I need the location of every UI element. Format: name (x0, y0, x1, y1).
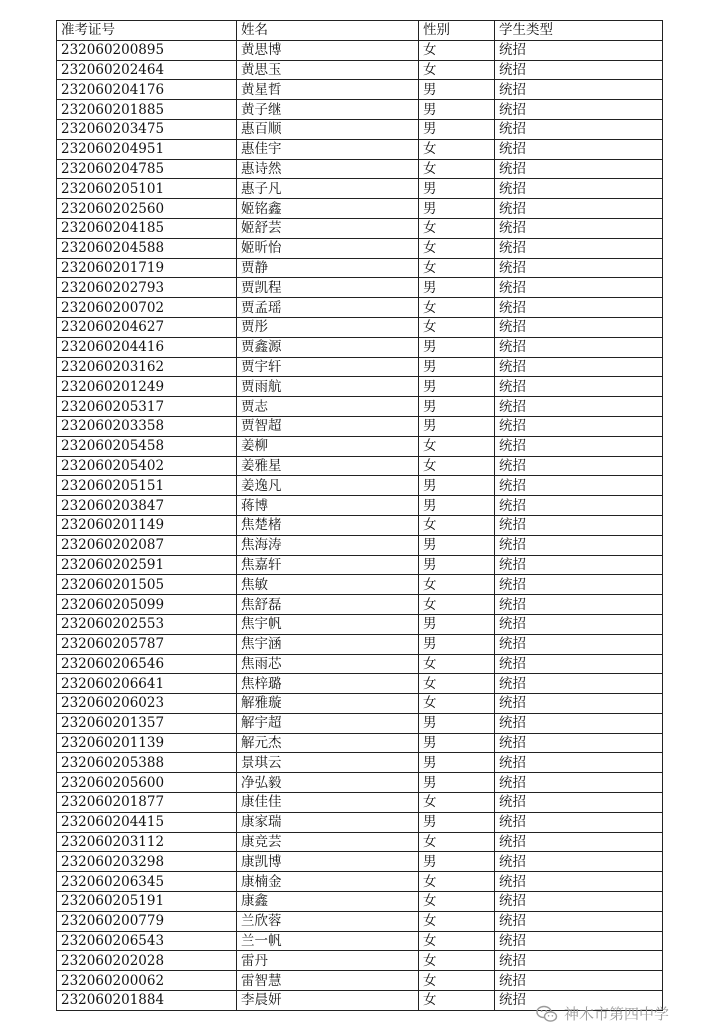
table-row (57, 218, 663, 238)
name-cell: 解雅璇 (237, 694, 419, 714)
header-student-type: 学生类型 (495, 21, 663, 41)
table-row (57, 397, 663, 417)
gender-cell: 男 (419, 535, 495, 555)
name-cell: 贾鑫源 (237, 337, 419, 357)
student-type-cell: 统招 (495, 218, 663, 238)
gender-cell: 男 (419, 278, 495, 298)
name-cell: 惠子凡 (237, 179, 419, 199)
gender-cell: 女 (419, 595, 495, 615)
gender-cell: 女 (419, 872, 495, 892)
table-row (57, 238, 663, 258)
table-row (57, 892, 663, 912)
table-row (57, 298, 663, 318)
name-cell: 兰一帆 (237, 931, 419, 951)
student-type-cell: 统招 (495, 812, 663, 832)
student-type-cell: 统招 (495, 436, 663, 456)
name-cell: 焦宇涵 (237, 634, 419, 654)
table-row (57, 753, 663, 773)
table-row (57, 139, 663, 159)
gender-cell: 女 (419, 931, 495, 951)
gender-cell: 女 (419, 991, 495, 1011)
name-cell: 黄思博 (237, 40, 419, 60)
exam-number-cell: 232060205787 (57, 634, 237, 654)
exam-number-cell: 232060202464 (57, 60, 237, 80)
exam-number-cell: 232060201149 (57, 515, 237, 535)
student-type-cell: 统招 (495, 773, 663, 793)
exam-number-cell: 232060205388 (57, 753, 237, 773)
name-cell: 贾凯程 (237, 278, 419, 298)
student-type-cell: 统招 (495, 416, 663, 436)
name-cell: 净弘毅 (237, 773, 419, 793)
student-type-cell: 统招 (495, 674, 663, 694)
table-row (57, 278, 663, 298)
student-type-cell: 统招 (495, 377, 663, 397)
name-cell: 雷智慧 (237, 971, 419, 991)
table-row (57, 179, 663, 199)
exam-number-cell: 232060201885 (57, 100, 237, 120)
name-cell: 姬昕怡 (237, 238, 419, 258)
gender-cell: 女 (419, 971, 495, 991)
name-cell: 贾静 (237, 258, 419, 278)
exam-number-cell: 232060204785 (57, 159, 237, 179)
name-cell: 焦敏 (237, 575, 419, 595)
table-row (57, 852, 663, 872)
name-cell: 焦梓璐 (237, 674, 419, 694)
student-type-cell: 统招 (495, 60, 663, 80)
exam-number-cell: 232060201877 (57, 793, 237, 813)
gender-cell: 男 (419, 634, 495, 654)
exam-number-cell: 232060205402 (57, 456, 237, 476)
student-type-cell: 统招 (495, 832, 663, 852)
name-cell: 贾彤 (237, 317, 419, 337)
table-row (57, 555, 663, 575)
gender-cell: 女 (419, 298, 495, 318)
exam-number-cell: 232060202553 (57, 614, 237, 634)
exam-number-cell: 232060204951 (57, 139, 237, 159)
table-row (57, 119, 663, 139)
name-cell: 惠百顺 (237, 119, 419, 139)
name-cell: 康凯博 (237, 852, 419, 872)
exam-number-cell: 232060202028 (57, 951, 237, 971)
gender-cell: 女 (419, 317, 495, 337)
name-cell: 雷丹 (237, 951, 419, 971)
student-type-cell: 统招 (495, 357, 663, 377)
name-cell: 姬舒芸 (237, 218, 419, 238)
student-type-cell: 统招 (495, 694, 663, 714)
name-cell: 姜逸凡 (237, 476, 419, 496)
student-type-cell: 统招 (495, 100, 663, 120)
student-type-cell: 统招 (495, 951, 663, 971)
gender-cell: 男 (419, 199, 495, 219)
exam-number-cell: 232060206641 (57, 674, 237, 694)
exam-number-cell: 232060205600 (57, 773, 237, 793)
name-cell: 贾智超 (237, 416, 419, 436)
gender-cell: 女 (419, 159, 495, 179)
gender-cell: 女 (419, 40, 495, 60)
name-cell: 黄星哲 (237, 80, 419, 100)
exam-number-cell: 232060204627 (57, 317, 237, 337)
student-type-cell: 统招 (495, 911, 663, 931)
gender-cell: 男 (419, 100, 495, 120)
name-cell: 康竞芸 (237, 832, 419, 852)
name-cell: 惠诗然 (237, 159, 419, 179)
gender-cell: 男 (419, 357, 495, 377)
wechat-icon (536, 1005, 558, 1023)
student-type-cell: 统招 (495, 119, 663, 139)
exam-number-cell: 232060203358 (57, 416, 237, 436)
gender-cell: 男 (419, 476, 495, 496)
exam-number-cell: 232060201357 (57, 713, 237, 733)
table-row (57, 100, 663, 120)
student-type-cell: 统招 (495, 476, 663, 496)
name-cell: 康鑫 (237, 892, 419, 912)
name-cell: 贾宇轩 (237, 357, 419, 377)
table-row (57, 535, 663, 555)
student-type-cell: 统招 (495, 555, 663, 575)
table-row (57, 793, 663, 813)
exam-number-cell: 232060203298 (57, 852, 237, 872)
name-cell: 兰欣蓉 (237, 911, 419, 931)
student-type-cell: 统招 (495, 713, 663, 733)
table-row (57, 713, 663, 733)
exam-number-cell: 232060206345 (57, 872, 237, 892)
table-row (57, 931, 663, 951)
exam-number-cell: 232060205099 (57, 595, 237, 615)
name-cell: 李晨妍 (237, 991, 419, 1011)
gender-cell: 女 (419, 60, 495, 80)
student-type-cell: 统招 (495, 337, 663, 357)
exam-number-cell: 232060200702 (57, 298, 237, 318)
name-cell: 姜雅星 (237, 456, 419, 476)
student-type-cell: 统招 (495, 614, 663, 634)
gender-cell: 男 (419, 753, 495, 773)
header-exam-number: 准考证号 (57, 21, 237, 41)
gender-cell: 女 (419, 694, 495, 714)
exam-number-cell: 232060204415 (57, 812, 237, 832)
gender-cell: 男 (419, 80, 495, 100)
name-cell: 黄子继 (237, 100, 419, 120)
gender-cell: 男 (419, 852, 495, 872)
watermark (536, 1003, 669, 1024)
student-type-cell: 统招 (495, 892, 663, 912)
student-type-cell: 统招 (495, 298, 663, 318)
gender-cell: 男 (419, 337, 495, 357)
exam-number-cell: 232060203847 (57, 496, 237, 516)
name-cell: 蒋博 (237, 496, 419, 516)
student-type-cell: 统招 (495, 238, 663, 258)
gender-cell: 女 (419, 892, 495, 912)
student-list-sheet (56, 20, 663, 1011)
student-type-cell: 统招 (495, 496, 663, 516)
name-cell: 景琪云 (237, 753, 419, 773)
exam-number-cell: 232060201139 (57, 733, 237, 753)
student-type-cell: 统招 (495, 733, 663, 753)
name-cell: 康家瑞 (237, 812, 419, 832)
exam-number-cell: 232060203475 (57, 119, 237, 139)
table-row (57, 80, 663, 100)
student-type-cell: 统招 (495, 852, 663, 872)
student-type-cell: 统招 (495, 199, 663, 219)
student-type-cell: 统招 (495, 753, 663, 773)
exam-number-cell: 232060206543 (57, 931, 237, 951)
student-table (56, 20, 663, 1011)
gender-cell: 男 (419, 496, 495, 516)
exam-number-cell: 232060202591 (57, 555, 237, 575)
table-header-row (57, 21, 663, 41)
table-row (57, 476, 663, 496)
student-type-cell: 统招 (495, 159, 663, 179)
student-type-cell: 统招 (495, 179, 663, 199)
exam-number-cell: 232060200062 (57, 971, 237, 991)
student-type-cell: 统招 (495, 575, 663, 595)
gender-cell: 女 (419, 456, 495, 476)
exam-number-cell: 232060205458 (57, 436, 237, 456)
gender-cell: 男 (419, 812, 495, 832)
student-type-cell: 统招 (495, 991, 663, 1011)
table-row (57, 337, 663, 357)
table-row (57, 377, 663, 397)
table-row (57, 416, 663, 436)
table-row (57, 812, 663, 832)
name-cell: 贾雨航 (237, 377, 419, 397)
gender-cell: 女 (419, 832, 495, 852)
table-row (57, 674, 663, 694)
student-type-cell: 统招 (495, 515, 663, 535)
gender-cell: 男 (419, 713, 495, 733)
exam-number-cell: 232060204185 (57, 218, 237, 238)
gender-cell: 女 (419, 911, 495, 931)
gender-cell: 男 (419, 119, 495, 139)
table-row (57, 971, 663, 991)
gender-cell: 女 (419, 793, 495, 813)
name-cell: 焦海涛 (237, 535, 419, 555)
gender-cell: 女 (419, 139, 495, 159)
exam-number-cell: 232060202087 (57, 535, 237, 555)
name-cell: 康楠金 (237, 872, 419, 892)
exam-number-cell: 232060203162 (57, 357, 237, 377)
exam-number-cell: 232060200895 (57, 40, 237, 60)
exam-number-cell: 232060202560 (57, 199, 237, 219)
header-gender: 性别 (419, 21, 495, 41)
gender-cell: 女 (419, 951, 495, 971)
table-row (57, 357, 663, 377)
gender-cell: 女 (419, 515, 495, 535)
name-cell: 解元杰 (237, 733, 419, 753)
student-type-cell: 统招 (495, 634, 663, 654)
student-type-cell: 统招 (495, 872, 663, 892)
gender-cell: 男 (419, 179, 495, 199)
gender-cell: 女 (419, 575, 495, 595)
student-type-cell: 统招 (495, 595, 663, 615)
table-row (57, 575, 663, 595)
student-type-cell: 统招 (495, 654, 663, 674)
table-row (57, 951, 663, 971)
exam-number-cell: 232060206023 (57, 694, 237, 714)
name-cell: 焦宇帆 (237, 614, 419, 634)
exam-number-cell: 232060201505 (57, 575, 237, 595)
table-row (57, 911, 663, 931)
exam-number-cell: 232060205101 (57, 179, 237, 199)
table-row (57, 872, 663, 892)
table-row (57, 832, 663, 852)
exam-number-cell: 232060204416 (57, 337, 237, 357)
table-row (57, 60, 663, 80)
gender-cell: 男 (419, 377, 495, 397)
name-cell: 焦雨芯 (237, 654, 419, 674)
student-type-cell: 统招 (495, 971, 663, 991)
table-row (57, 436, 663, 456)
header-name: 姓名 (237, 21, 419, 41)
student-type-cell: 统招 (495, 931, 663, 951)
table-row (57, 634, 663, 654)
exam-number-cell: 232060205317 (57, 397, 237, 417)
student-type-cell: 统招 (495, 40, 663, 60)
table-row (57, 199, 663, 219)
table-row (57, 258, 663, 278)
student-type-cell: 统招 (495, 258, 663, 278)
gender-cell: 男 (419, 397, 495, 417)
exam-number-cell: 232060202793 (57, 278, 237, 298)
table-row (57, 159, 663, 179)
exam-number-cell: 232060204588 (57, 238, 237, 258)
name-cell: 姜柳 (237, 436, 419, 456)
name-cell: 焦嘉轩 (237, 555, 419, 575)
student-type-cell: 统招 (495, 80, 663, 100)
name-cell: 焦楚楮 (237, 515, 419, 535)
student-type-cell: 统招 (495, 317, 663, 337)
gender-cell: 女 (419, 436, 495, 456)
table-row (57, 733, 663, 753)
exam-number-cell: 232060205191 (57, 892, 237, 912)
exam-number-cell: 232060201719 (57, 258, 237, 278)
exam-number-cell: 232060200779 (57, 911, 237, 931)
table-row (57, 614, 663, 634)
gender-cell: 男 (419, 416, 495, 436)
student-type-cell: 统招 (495, 793, 663, 813)
gender-cell: 女 (419, 238, 495, 258)
student-type-cell: 统招 (495, 456, 663, 476)
gender-cell: 女 (419, 218, 495, 238)
table-row (57, 694, 663, 714)
table-row (57, 456, 663, 476)
name-cell: 惠佳宇 (237, 139, 419, 159)
exam-number-cell: 232060206546 (57, 654, 237, 674)
student-type-cell: 统招 (495, 397, 663, 417)
name-cell: 焦舒磊 (237, 595, 419, 615)
name-cell: 姬铭鑫 (237, 199, 419, 219)
student-type-cell: 统招 (495, 139, 663, 159)
table-row (57, 496, 663, 516)
gender-cell: 女 (419, 674, 495, 694)
exam-number-cell: 232060201249 (57, 377, 237, 397)
table-row (57, 317, 663, 337)
name-cell: 解宇超 (237, 713, 419, 733)
table-row (57, 515, 663, 535)
exam-number-cell: 232060203112 (57, 832, 237, 852)
exam-number-cell: 232060205151 (57, 476, 237, 496)
gender-cell: 女 (419, 654, 495, 674)
table-row (57, 595, 663, 615)
table-row (57, 654, 663, 674)
exam-number-cell: 232060204176 (57, 80, 237, 100)
student-type-cell: 统招 (495, 535, 663, 555)
table-row (57, 40, 663, 60)
name-cell: 贾孟瑶 (237, 298, 419, 318)
gender-cell: 女 (419, 258, 495, 278)
student-type-cell: 统招 (495, 278, 663, 298)
name-cell: 贾志 (237, 397, 419, 417)
gender-cell: 男 (419, 773, 495, 793)
exam-number-cell: 232060201884 (57, 991, 237, 1011)
table-body (57, 40, 663, 1010)
table-row (57, 773, 663, 793)
name-cell: 黄思玉 (237, 60, 419, 80)
gender-cell: 男 (419, 614, 495, 634)
gender-cell: 男 (419, 555, 495, 575)
name-cell: 康佳佳 (237, 793, 419, 813)
gender-cell: 男 (419, 733, 495, 753)
watermark-text: 神木市第四中学 (564, 1005, 670, 1023)
